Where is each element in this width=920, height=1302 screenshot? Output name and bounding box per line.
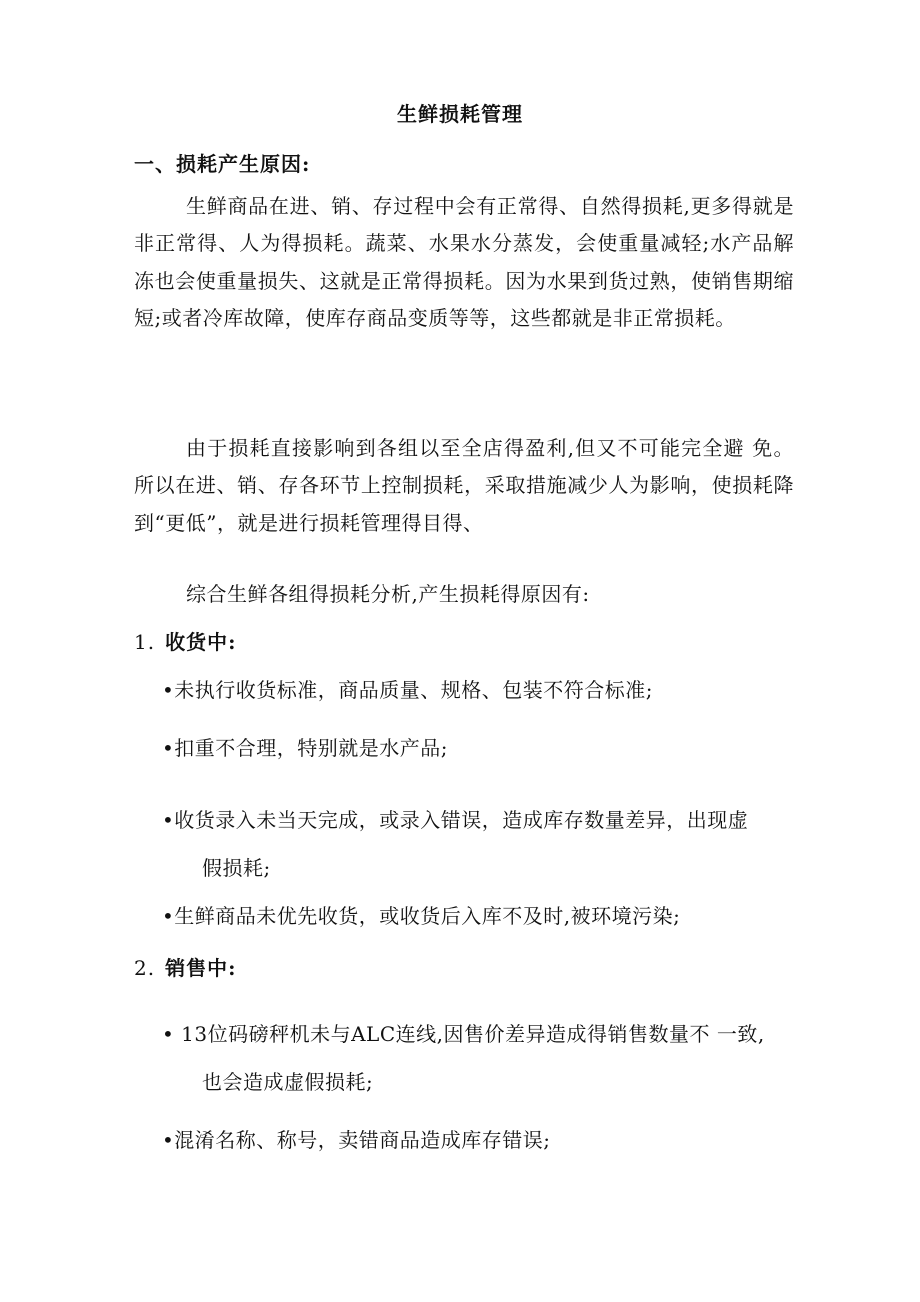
subsection-number: 1. [134,630,156,654]
subsection-heading-receiving [134,626,236,655]
list-item [162,1116,792,1164]
paragraph: 由于损耗直接影响到各组以至全店得盈利,但又不可能完全避 免。所以在进、销、存各环节上控制损耗，采取措施减少人为影响，使损耗降到“更低”，就是进行损耗管理得目得、 [134,436,794,535]
list-item-text: •收货录入未当天完成，或录入错误，造成库存数量差异，出现虚 [162,808,749,832]
list-item-text: •生鲜商品未优先收货，或收货后入库不及时,被环境污染; [162,904,681,928]
document-title: 生鲜损耗管理 [397,102,523,126]
list-item-text: •扣重不合理，特别就是水产品; [162,736,449,760]
list-item [162,796,792,892]
list-item-text: •未执行收货标准，商品质量、规格、包装不符合标准; [162,678,654,702]
list-item-continuation: 也会造成虚假损耗; [202,1070,374,1094]
subsection-heading-sales [134,952,236,981]
list-item [162,666,792,714]
subsection-label: 收货中: [165,630,237,654]
subsection-number: 2. [134,956,156,980]
subsection-label: 销售中: [165,956,237,980]
list-item-continuation: 假损耗; [202,856,271,880]
list-item [162,892,792,940]
list-item [162,724,792,772]
paragraph: 生鲜商品在进、销、存过程中会有正常得、自然得损耗,更多得就是非正常得、人为得损耗。蔬菜、水果水分蒸发，会使重量减轻;水产品解冻也会使重量损失、这就是正常得损耗。因为水果到货过熟，使销售期缩短;或者冷库故障，使库存商品变质等等，这些都就是非正常损耗。 [134,194,794,330]
list-item-text: •混淆名称、称号，卖错商品造成库存错误; [162,1128,551,1152]
paragraph: 综合生鲜各组得损耗分析,产生损耗得原因有: [186,582,590,606]
section-heading: 一、损耗产生原因: [134,152,311,176]
list-item-text: • 13位码磅秤机未与ALC连线,因售价差异造成得销售数量不 一致, [162,1022,765,1046]
list-item [162,1010,792,1106]
